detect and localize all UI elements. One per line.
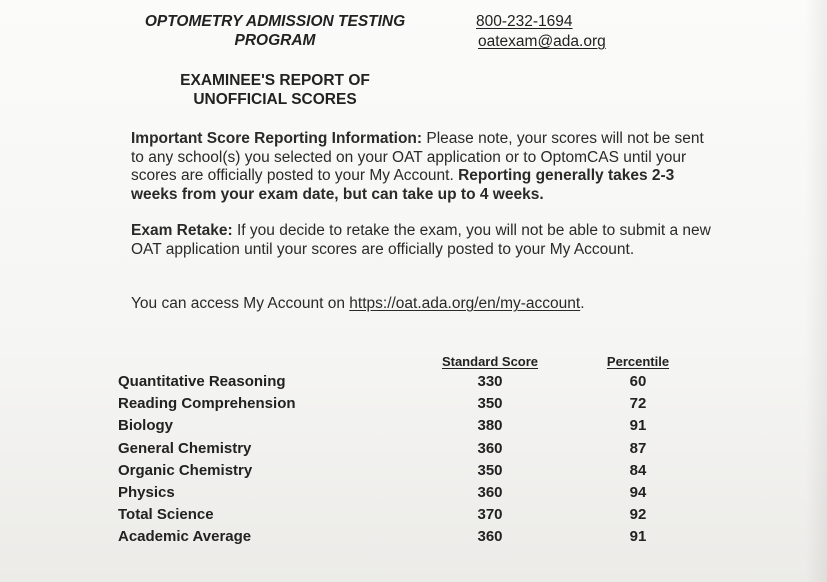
- percentile: 60: [629, 373, 647, 390]
- standard-score: 370: [477, 506, 503, 524]
- table-row: [118, 504, 678, 526]
- my-account-link[interactable]: https://oat.ada.org/en/my-account: [349, 295, 581, 312]
- percentile: 84: [629, 461, 647, 479]
- subject-name: Physics: [118, 483, 175, 501]
- notice-body: Please note, your scores will not be sent to any school(s) you selected on your OAT application or to OptomCAS until your scores are officially posted to your My Account.: [131, 130, 704, 184]
- percentile: 72: [629, 395, 647, 413]
- standard-score: 330: [477, 373, 503, 390]
- column-header-standard-score: Standard Score: [441, 354, 539, 369]
- standard-score: 380: [477, 417, 503, 435]
- table-row: [118, 482, 678, 504]
- program-name-line1: OPTOMETRY ADMISSION TESTING: [144, 13, 406, 30]
- report-title: [165, 71, 385, 109]
- subject-name: Quantitative Reasoning: [118, 373, 286, 390]
- subject-name: Organic Chemistry: [118, 461, 253, 479]
- scores-table: [118, 371, 678, 549]
- standard-score: 360: [477, 483, 503, 501]
- standard-score: 350: [477, 461, 503, 479]
- standard-score: 360: [477, 439, 503, 457]
- percentile: 91: [629, 417, 647, 435]
- subject-name: Academic Average: [118, 528, 252, 546]
- notice-heading: Important Score Reporting Information:: [131, 130, 423, 147]
- report-title-line1: EXAMINEE'S REPORT OF: [180, 72, 370, 89]
- subject-name: Total Science: [118, 506, 214, 524]
- contact-email: oatexam@ada.org: [478, 33, 606, 50]
- column-header-percentile: Percentile: [606, 354, 670, 369]
- table-row: [118, 460, 678, 482]
- program-name: [120, 12, 430, 50]
- exam-retake-notice: [131, 222, 711, 259]
- percentile: 87: [629, 439, 647, 457]
- contact-phone: 800-232-1694: [476, 13, 573, 30]
- percentile: 91: [629, 528, 647, 546]
- account-access-line: [131, 295, 711, 314]
- access-prefix: You can access My Account on: [131, 295, 350, 312]
- standard-score: 350: [477, 395, 503, 413]
- subject-name: Biology: [118, 417, 173, 435]
- subject-name: General Chemistry: [118, 439, 252, 457]
- table-row: [118, 526, 678, 548]
- table-row: [118, 393, 678, 415]
- notice-emphasis: Reporting generally takes 2-3 weeks from your exam date, but can take up to 4 weeks.: [131, 167, 675, 203]
- table-row: [118, 371, 678, 393]
- contact-block: [476, 12, 606, 52]
- percentile: 92: [629, 506, 647, 524]
- access-suffix: .: [580, 295, 585, 312]
- page-edge-shadow: [805, 0, 827, 582]
- retake-body: If you decide to retake the exam, you will not be able to submit a new OAT application until your scores are officially posted to your My Account.: [131, 222, 711, 258]
- table-row: [118, 438, 678, 460]
- retake-heading: Exam Retake:: [131, 222, 233, 239]
- program-name-line2: PROGRAM: [234, 32, 316, 49]
- percentile: 94: [629, 483, 647, 501]
- subject-name: Reading Comprehension: [118, 395, 296, 413]
- report-title-line2: UNOFFICIAL SCORES: [193, 91, 357, 108]
- table-row: [118, 415, 678, 437]
- score-reporting-notice: [131, 130, 711, 204]
- standard-score: 360: [477, 528, 503, 546]
